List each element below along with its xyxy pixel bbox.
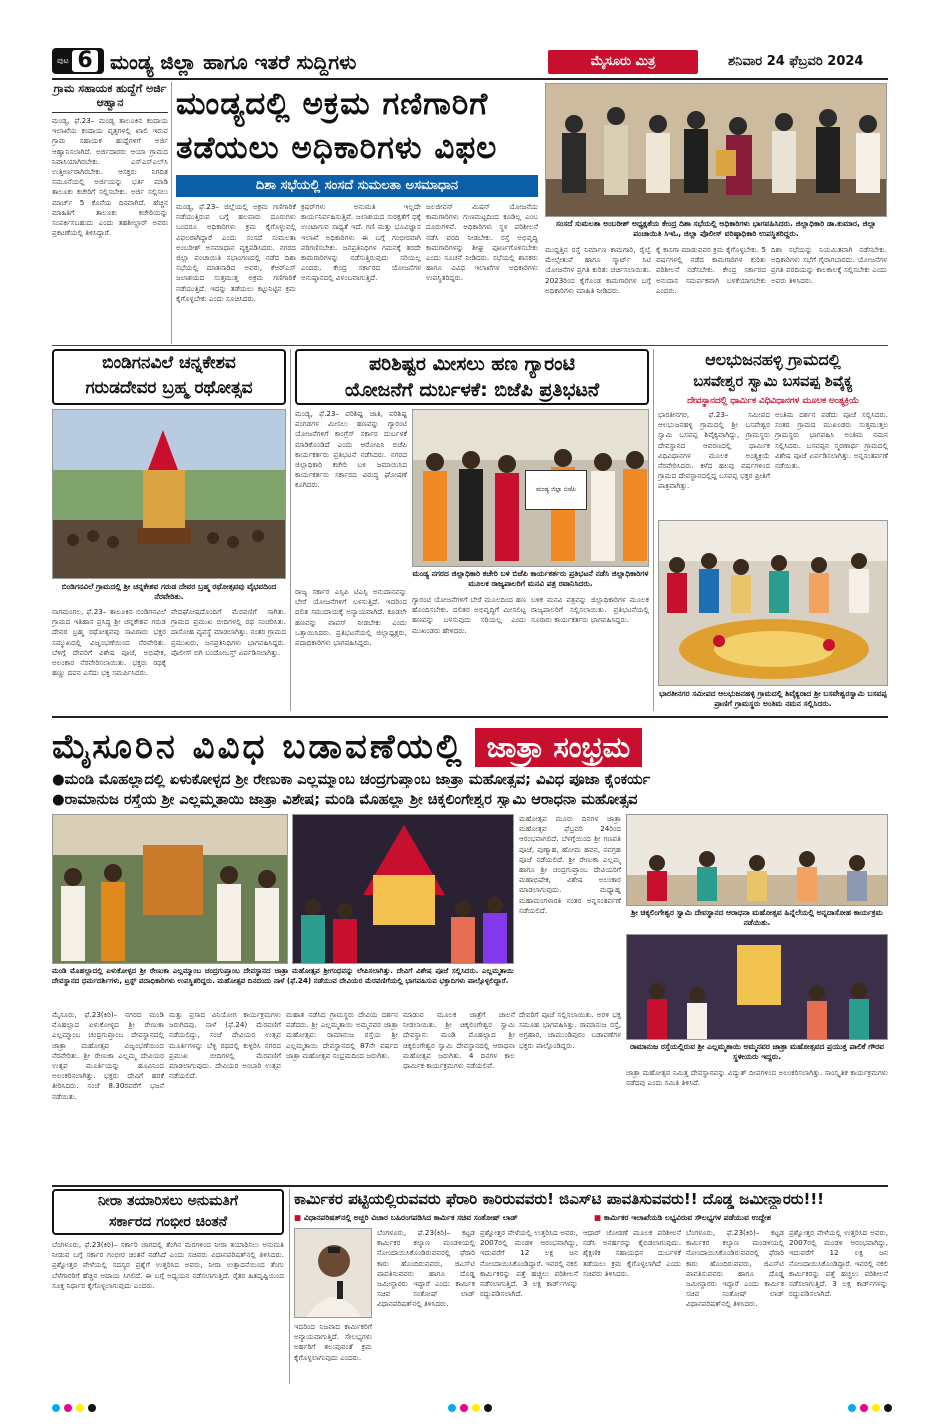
bjp-headline-box bbox=[295, 349, 649, 405]
chennakeshava-headline-2: ಗರುಡದೇವರ ಬ್ರಹ್ಮ ರಥೋತ್ಸವ bbox=[85, 378, 253, 398]
bjp-body-col4: ಬಳಿಕ ಮನವಿ ಪತ್ರವನ್ನು ಜಿಲ್ಲಾಧಿಕಾರಿಗಳ ಮೂಲಕ ರಾಜ್ಯಪಾಲರಿಗೆ ಸಲ್ಲಿಸಲಾಯಿತು. ಪ್ರತಿಭಟನೆಯಲ್ಲಿ ನೂರಾರು ಕಾರ್ಯಕರ್ತರು ಭಾಗವಹಿಸಿದ್ದರು. bbox=[531, 595, 649, 625]
jatra-headline-red: ಜಾತ್ರಾ ಸಂಭ್ರಮ bbox=[475, 728, 643, 767]
basava-photo bbox=[658, 520, 888, 686]
bjp-headline-1: ಪರಿಶಿಷ್ಟರ ಮೀಸಲು ಹಣ ಗ್ಯಾರಂಟಿ bbox=[368, 353, 575, 375]
lead-body-col3: ಜಲಜೀವನ್ ಮಿಷನ್ ಯೋಜನೆಯ ಕಾಮಗಾರಿಗಳು ಗುಣಮಟ್ಟದಿಂದ ಕೂಡಿಲ್ಲ ಎಂಬ ದೂರುಗಳಿವೆ. ಅಧಿಕಾರಿಗಳು ಸ್ಥಳ ಪರಿಶೀಲನೆ ನಡೆಸಿ ವರದಿ ನೀಡಬೇಕು. ರಸ್ತೆ ಅಭಿವೃದ್ಧಿ ಕಾಮಗಾರಿಗಳನ್ನು ಶೀಘ್ರ ಪೂರ್ಣಗೊಳಿಸಬೇಕು ಎಂದು ಸೂಚನೆ ನೀಡಿದರು. ಸಭೆಯಲ್ಲಿ ಶಾಸಕರು ಹಾಗೂ ವಿವಿಧ ಇಲಾಖೆಗಳ ಅಧಿಕಾರಿಗಳು ಉಪಸ್ಥಿತರಿದ್ದರು. bbox=[426, 202, 538, 283]
black-dot bbox=[88, 1404, 96, 1412]
neera-headline-1: ನೀರಾ ತಯಾರಿಸಲು ಅನುಮತಿಗೆ bbox=[98, 1193, 238, 1209]
jatra-body-col4: ಮಾಡುವ ಮೂಲಕ ಜಾತ್ರೆಗೆ ಚಾಲನೆ ನೀಡಲಾಯಿತು. ಶ್ರೀ ಚಿಕ್ಕಲಿಂಗೇಶ್ವರ ಸ್ವಾಮಿ ದೇವಸ್ಥಾನ: ಮಂಡಿ ಮೊಹಲ್ಲಾದ ಶ್ರೀ ಚಿಕ್ಕಲಿಂಗೇಶ್ವರ ಸ್ವಾಮಿ ದೇವಸ್ಥಾನದಲ್ಲಿ ಆರಾಧನಾ ಮಹೋತ್ಸವ ಜರುಗಿತು. 4 ದಿನಗಳ ಕಾಲ ಧಾರ್ಮಿಕ ಕಾರ್ಯಕ್ರಮಗಳು ನಡೆಯಲಿವೆ. bbox=[403, 1010, 515, 1071]
registration-marks bbox=[0, 1404, 945, 1416]
lead-subhead: ದಿಶಾ ಸಭೆಯಲ್ಲಿ ಸಂಸದೆ ಸುಮಲತಾ ಅಸಮಾಧಾನ bbox=[176, 175, 538, 197]
jatra-bullet-1: ●ಮಂಡಿ ಮೊಹಲ್ಲಾದಲ್ಲಿ ಏಳುಕೋಳ್ಳದ ಶ್ರೀ ರೇಣುಕಾ ಎಲ್ಲಮ್ಮಾಂಬ ಚಂದ್ರಗುಪ್ತಾಂಬ ಜಾತ್ರಾ ಮಹೋತ್ಸವ; ವಿವಿಧ ಪೂಜಾ ಕೈಂಕರ್ಯ bbox=[52, 772, 651, 788]
column-rule bbox=[171, 82, 172, 344]
chennakeshava-headline-1: ಬಿಂಡಿಗನವಿಲೆ ಚನ್ನಕೇಶವ bbox=[102, 353, 236, 373]
magenta-dot bbox=[460, 1404, 468, 1412]
jatra-photo-priests bbox=[52, 814, 288, 964]
jatra-bullet-2: ●ರಾಮಾನುಜ ರಸ್ತೆಯ ಶ್ರೀ ಎಲ್ಲಮ್ಮತಾಯಿ ಜಾತ್ರಾ ವಿಶೇಷ; ಮಂಡಿ ಮೊಹಲ್ಲಾ ಶ್ರೀ ಚಿಕ್ಕಲಿಂಗೇಶ್ವರ ಸ್ವಾಮಿ ಆರಾಧನಾ ಮಹೋತ್ಸವ bbox=[52, 792, 638, 808]
jatra-body-col1: ಮೈಸೂರು, ಫೆ.23(ಕಿರಿ)– ನಗರದ ಮಂಡಿ ಮೊಹಲ್ಲಾದ ಏಳುಕೋಳ್ಳದ ಶ್ರೀ ರೇಣುಕಾ ಎಲ್ಲಮ್ಮಾಂಬ ಚಂದ್ರಗುಪ್ತಾಂಬ ದೇವಸ್ಥಾನದಲ್ಲಿ ಜಾತ್ರಾ ಮಹೋತ್ಸವ ವಿಜೃಂಭಣೆಯಿಂದ ನೆರವೇರಿತು. ಶ್ರೀ ರೇಣುಕಾ ಎಲ್ಲಮ್ಮ ದೇವಿಯರ ಉತ್ಸವ ಮೂರ್ತಿಯನ್ನು ಹೂವಿನಿಂದ ಅಲಂಕರಿಸಲಾಗಿತ್ತು. ಭಕ್ತರು ದೇವಿಗೆ ಹರಕೆ ತೀರಿಸಿದರು. ಸಂಜೆ 8.30ರವರೆಗೆ ಭಜನೆ ನಡೆಯಿತು. bbox=[52, 1010, 164, 1101]
basava-headline-1: ಆಲಭುಜನಹಳ್ಳಿ ಗ್ರಾಮದಲ್ಲಿ bbox=[705, 350, 841, 369]
chennakeshava-headline-box bbox=[52, 349, 286, 405]
column-rule bbox=[290, 349, 291, 711]
jatra-dasoha-caption: ಶ್ರೀ ಚಿಕ್ಕಲಿಂಗೇಶ್ವರ ಸ್ವಾಮಿ ದೇವಸ್ಥಾನದ ಆರಾಧನಾ ಮಹೋತ್ಸವ ಹಿನ್ನೆಲೆಯಲ್ಲಿ ಅನ್ನದಾಸೋಹ ಕಾರ್ಯಕ್ರಮ ನಡೆಯಿತು. bbox=[631, 908, 883, 927]
gst-kicker-1-text: ವಿಧಾನಪರಿಷತ್‌ನಲ್ಲಿ ಅಚ್ಚರಿ ವಿಚಾರ ಬಹಿರಂಗಪಡಿಸಿದ ಕಾರ್ಮಿಕ ಸಚಿವ ಸಂತೋಷ್ ಲಾಡ್ bbox=[303, 1213, 518, 1222]
neera-body: ಬೆಂಗಳೂರು, ಫೆ.23(ಕಿರಿ)– ಸರ್ಕಾರಿ ಜಾಗದಲ್ಲಿ ತೆಂಗಿನ ಮರಗಳಿಂದ ನೀರಾ ತಯಾರಿಸಲು ಅನುಮತಿ ನೀಡುವ ಬಗ್ಗೆ ಸರ್ಕಾರ ಗಂಭೀರ ಚಿಂತನೆ ನಡೆಸಿದೆ ಎಂದು ಸಚಿವರು ವಿಧಾನಪರಿಷತ್‌ನಲ್ಲಿ ತಿಳಿಸಿದರು. ಪ್ರಶ್ನೋತ್ತರ ವೇಳೆಯಲ್ಲಿ ಸದಸ್ಯರ ಪ್ರಶ್ನೆಗೆ ಉತ್ತರಿಸಿದ ಅವರು, ನೀರಾ ಉತ್ಪಾದನೆಯಿಂದ ತೆಂಗು ಬೆಳೆಗಾರರಿಗೆ ಹೆಚ್ಚಿನ ಆದಾಯ ಸಿಗಲಿದೆ. ಈ ಬಗ್ಗೆ ಅಧ್ಯಯನ ನಡೆಸಲಾಗುತ್ತಿದೆ. ರೈತರ ಹಿತದೃಷ್ಟಿಯಿಂದ ಸೂಕ್ತ ನಿರ್ಧಾರ ಕೈಗೊಳ್ಳಲಾಗುವುದು ಎಂದರು. bbox=[52, 1240, 284, 1290]
bjp-headline-2: ಯೋಜನೆಗೆ ದುರ್ಬಳಕೆ: ಬಿಜೆಪಿ ಪ್ರತಿಭಟನೆ bbox=[344, 379, 600, 401]
basava-body-col2: ಅಂತಿಮ ದರ್ಶನ ಪಡೆದು ಪೂಜೆ ಸಲ್ಲಿಸಿದರು. ಸಂತರ ಗ್ರಾಮದ ಮುಖಂಡರು ಸುತ್ತಮುತ್ತಲ ಗ್ರಾಮಸ್ಥರು ಭಾಗವಹಿಸಿ ಅಂತಿಮ ನಮನ ಸಲ್ಲಿಸಿದರು. ಬಸವಪ್ಪನ ಸ್ಮರಣಾರ್ಥ ಗ್ರಾಮದಲ್ಲಿ ವಿಶೇಷ ಪೂಜೆ ಏರ್ಪಡಿಸಲಾಗಿತ್ತು. ಅನ್ನಸಂತರ್ಪಣೆ ನಡೆಯಿತು. bbox=[775, 410, 888, 471]
black-dot bbox=[484, 1404, 492, 1412]
masthead-rule bbox=[52, 78, 888, 80]
lead-body-col4: ಮುದ್ದತ್ತಿನ ರಸ್ತೆ ನಿರ್ಮಾಣ ಕಾಮಗಾರಿ, ರೈಲ್ವೆ ಮೇಲ್ಸೇತುವೆ ಹಾಗೂ ಸ್ಮಾರ್ಟ್ ಸಿಟಿ ಯೋಜನೆಗಳ ಪ್ರಗತಿ ಕುರಿತು ಚರ್ಚಿಸಲಾಯಿತು. 2023ರಿಂದ ಕೈಗೊಂಡ ಕಾಮಗಾರಿಗಳ ಬಗ್ಗೆ ಅಧಿಕಾರಿಗಳು ಮಾಹಿತಿ ನೀಡಿದರು. bbox=[545, 245, 651, 295]
lead-body-col5: ಕೈ ಕಾಸಗಾ ಮಾಡುವವರ ಕ್ರಮ ಕೈಗೊಳ್ಳಬೇಕು. 5 ವರ್ಷಗಳಲ್ಲಿ ನಡೆದ ಕಾಮಗಾರಿಗಳ ಕುರಿತು ಪರಿಶೀಲನೆ ನಡೆಸಬೇಕು. ಕೇಂದ್ರ ಸರ್ಕಾರದ ಅನುದಾನ ಸಮರ್ಪಕವಾಗಿ ಬಳಕೆಯಾಗಬೇಕು ಎಂದರು. bbox=[656, 245, 766, 295]
bjp-photo-caption: ಮಂಡ್ಯ ನಗರದ ಜಿಲ್ಲಾಧಿಕಾರಿ ಕಚೇರಿ ಬಳಿ ಬಿಜೆಪಿ ಕಾರ್ಯಕರ್ತರು ಪ್ರತಿಭಟನೆ ನಡೆಸಿ ಜಿಲ್ಲಾಧಿಕಾರಿಗಳ ಮೂಲಕ ರಾಜ್ಯಪಾಲರಿಗೆ ಮನವಿ ಪತ್ರ ರವಾನಿಸಿದರು. bbox=[412, 569, 649, 588]
basava-body-col1: ಭಾರತೀನಗರ, ಫೆ.23– ಸಮೀಪದ ಆಲಭುಜನಹಳ್ಳಿ ಗ್ರಾಮದಲ್ಲಿ ಶ್ರೀ ಬಸವೇಶ್ವರ ಸ್ವಾಮಿ ಬಸವಪ್ಪ ಶಿವೈಕ್ಯವಾಗಿದ್ದು, ಗ್ರಾಮಸ್ಥರು ದೇವಸ್ಥಾನದ ಆವರಣದಲ್ಲಿ ಧಾರ್ಮಿಕ ವಿಧಿವಿಧಾನಗಳ ಮೂಲಕ ಅಂತ್ಯಕ್ರಿಯೆ ನೆರವೇರಿಸಿದರು. ಕಳೆದ ಹಲವು ವರ್ಷಗಳಿಂದ ಗ್ರಾಮದ ದೇವಸ್ಥಾನದಲ್ಲಿದ್ದ ಬಸವಪ್ಪ ಭಕ್ತರ ಪ್ರೀತಿಗೆ ಪಾತ್ರವಾಗಿತ್ತು. bbox=[658, 410, 770, 491]
brief-column bbox=[52, 82, 168, 344]
lead-headline-1: ಮಂಡ್ಯದಲ್ಲಿ ಅಕ್ರಮ ಗಣಿಗಾರಿಗೆ bbox=[176, 86, 489, 122]
gst-body-col4: ಬೆಂಗಳೂರು, ಫೆ.23(ಕಿರಿ)– ಕಟ್ಟಡ ಕಾರ್ಮಿಕರ ಕಲ್ಯಾಣ ಮಂಡಳಿಯಲ್ಲಿ ನೋಂದಾಯಿಸಿಕೊಂಡಿರುವವರಲ್ಲಿ ಫೆರಾರಿ ಕಾರು ಹೊಂದಿರುವವರು, ಜಿಎಸ್‌ಟಿ ಪಾವತಿಸುವವರು ಹಾಗೂ ದೊಡ್ಡ ಜಮೀನ್ದಾರರು ಇದ್ದಾರೆ ಎಂದು ಕಾರ್ಮಿಕ ಸಚಿವ ಸಂತೋಷ್ ಲಾಡ್ ವಿಧಾನಪರಿಷತ್‌ನಲ್ಲಿ ತಿಳಿಸಿದರು. bbox=[686, 1228, 784, 1309]
protest-banner: ಮಂಡ್ಯ ಜಿಲ್ಲಾ ಬಿಜೆಪಿ bbox=[525, 470, 587, 510]
gst-body-col3: ಆಧಾರ್ ಜೋಡಣೆ ಮೂಲಕ ಪರಿಶೀಲನೆ ನಡೆಸಿ ಅನರ್ಹರನ್ನು ಕೈಬಿಡಲಾಗುವುದು. ಶೈಕ್ಷಣಿಕ ಸಹಾಯಧನ ದುರ್ಬಳಕೆ ತಡೆಯಲು ಕ್ರಮ ಕೈಗೊಳ್ಳಲಾಗಿದೆ ಎಂದು ಸಚಿವರು ತಿಳಿಸಿದರು. bbox=[583, 1228, 681, 1278]
jatra-body-col5: ದೇವರಿಗೆ ಪೂಜೆ ಸಲ್ಲಿಸಲಾಯಿತು. ಅರಳಿ ಭಕ್ತ ಸಮೂಹ ಭಾಗವಹಿಸಿತ್ತು. ರಾಮಾನುಜ ರಸ್ತೆ, ಅಗ್ರಹಾರ, ಚಾಮುಂಡಿಪುರಂ ಬಡಾವಣೆಗಳ ಭಕ್ತರು ಪಾಲ್ಗೊಂಡಿದ್ದರು. bbox=[519, 1010, 621, 1050]
lead-body-col1: ಮಂಡ್ಯ, ಫೆ.23– ಜಿಲ್ಲೆಯಲ್ಲಿ ಅಕ್ರಮ ಗಣಿಗಾರಿಕೆ ನಡೆಯುತ್ತಿರುವ ಬಗ್ಗೆ ಹಲವಾರು ದೂರುಗಳು ಬಂದರೂ ಅಧಿಕಾರಿಗಳು ಕ್ರಮ ಕೈಗೊಳ್ಳುವಲ್ಲಿ ವಿಫಲರಾಗಿದ್ದಾರೆ ಎಂದು ಸಂಸದೆ ಸುಮಲತಾ ಅಂಬರೀಶ್ ಅಸಮಾಧಾನ ವ್ಯಕ್ತಪಡಿಸಿದರು. ನಗರದ ಜಿಲ್ಲಾ ಪಂಚಾಯಿತಿ ಸಭಾಂಗಣದಲ್ಲಿ ನಡೆದ ದಿಶಾ ಸಭೆಯಲ್ಲಿ ಮಾತನಾಡಿದ ಅವರು, ಕೆಆರ್‌ಎಸ್ ಜಲಾಶಯದ ಸುತ್ತಮುತ್ತ ಅಕ್ರಮ ಗಣಿಗಾರಿಕೆ ನಡೆಯುತ್ತಿದೆ. ಇದನ್ನು ತಡೆಯಲು ಕಟ್ಟುನಿಟ್ಟಿನ ಕ್ರಮ ಕೈಗೊಳ್ಳಬೇಕು ಎಂದು ಸೂಚಿಸಿದರು. bbox=[176, 202, 296, 303]
jatra-photo-procession bbox=[292, 814, 514, 964]
bjp-body-col3: ಗ್ಯಾರಂಟಿ ಯೋಜನೆಗಳಿಗೆ ಬೇರೆ ಮೂಲದಿಂದ ಹಣ ಹೊಂದಿಸಬೇಕು. ದಲಿತರ ಅಭಿವೃದ್ಧಿಗೆ ಮೀಸಲಿಟ್ಟ ಹಣವನ್ನು ಬಳಸುವುದು ಸರಿಯಲ್ಲ ಎಂದು ಮುಖಂಡರು ಹೇಳಿದರು. bbox=[412, 595, 526, 635]
jatra-body-col3: ಮಹಾತ ನಡೆಸಿದ ಗ್ರಾಮಸ್ಥರು ದೇವಿಯ ದರ್ಶನ ಪಡೆದರು. ಶ್ರೀ ಎಲ್ಲಮ್ಮತಾಯಿ ಅಮ್ಮನವರ ಜಾತ್ರಾ ಮಹೋತ್ಸವ: ರಾಮಾನುಜ ರಸ್ತೆಯ ಶ್ರೀ ಎಲ್ಲಮ್ಮತಾಯಿ ದೇವಸ್ಥಾನದಲ್ಲಿ 87ನೇ ವರ್ಷದ ಜಾತ್ರಾ ಮಹೋತ್ಸವ ಸಂಭ್ರಮದಿಂದ ಜರುಗಿತು. bbox=[286, 1010, 398, 1060]
column-rule bbox=[653, 349, 654, 711]
basava-photo-caption: ಭಾರತೀನಗರ ಸಮೀಪದ ಆಲಭುಜನಹಳ್ಳಿ ಗ್ರಾಮದಲ್ಲಿ ಶಿವೈಕ್ಯರಾದ ಶ್ರೀ ಬಸವೇಶ್ವರಸ್ವಾಮಿ ಬಸವಪ್ಪ ಪ್ರಾಣಿಗೆ ಗ್ರಾಮಸ್ಥರು ಅಂತಿಮ ನಮನ ಸಲ್ಲಿಸಿದರು. bbox=[659, 689, 887, 708]
magenta-dot bbox=[860, 1404, 868, 1412]
basava-headline-2: ಬಸವೇಶ್ವರ ಸ್ವಾಮಿ ಬಸವಪ್ಪ ಶಿವೈಕ್ಯ bbox=[693, 374, 853, 390]
dining-illustration bbox=[627, 815, 888, 906]
gst-body-col5: ಪ್ರಶ್ನೋತ್ತರ ವೇಳೆಯಲ್ಲಿ ಉತ್ತರಿಸಿದ ಅವರು, 2007ರಲ್ಲಿ ಮಂಡಳಿ ಆರಂಭವಾಗಿದ್ದು, ಇದುವರೆಗೆ 12 ಲಕ್ಷ ಜನ ನೋಂದಾಯಿಸಿಕೊಂಡಿದ್ದಾರೆ. ಇವರಲ್ಲಿ ನಕಲಿ ಕಾರ್ಮಿಕರನ್ನು ಪತ್ತೆ ಹಚ್ಚಲು ಪರಿಶೀಲನೆ ನಡೆಸಲಾಗುತ್ತಿದೆ. 3 ಲಕ್ಷ ಕಾರ್ಡ್‌ಗಳನ್ನು ರದ್ದುಪಡಿಸಲಾಗಿದೆ. bbox=[789, 1228, 888, 1299]
lead-photo-illustration bbox=[546, 84, 887, 217]
yellow-dot bbox=[472, 1404, 480, 1412]
chennakeshava-photo-caption: ಬಿಂಡಿಗನವಿಲೆ ಗ್ರಾಮದಲ್ಲಿ ಶ್ರೀ ಚನ್ನಕೇಶವ ಗರುಡ ದೇವರ ಬ್ರಹ್ಮ ರಥೋತ್ಸವವು ವೈಭವದಿಂದ ನೆರವೇರಿತು. bbox=[61, 582, 277, 601]
ellamma-festival-illustration bbox=[627, 935, 888, 1040]
gst-body-col1: ಬೆಂಗಳೂರು, ಫೆ.23(ಕಿರಿ)– ಕಟ್ಟಡ ಕಾರ್ಮಿಕರ ಕಲ್ಯಾಣ ಮಂಡಳಿಯಲ್ಲಿ ನೋಂದಾಯಿಸಿಕೊಂಡಿರುವವರಲ್ಲಿ ಫೆರಾರಿ ಕಾರು ಹೊಂದಿರುವವರು, ಜಿಎಸ್‌ಟಿ ಪಾವತಿಸುವವರು ಹಾಗೂ ದೊಡ್ಡ ಜಮೀನ್ದಾರರು ಇದ್ದಾರೆ ಎಂದು ಕಾರ್ಮಿಕ ಸಚಿವ ಸಂತೋಷ್ ಲಾಡ್ ವಿಧಾನಪರಿಷತ್‌ನಲ್ಲಿ ತಿಳಿಸಿದರು. bbox=[377, 1228, 475, 1309]
section-rule bbox=[52, 716, 888, 718]
bjp-body-col1: ಮಂಡ್ಯ, ಫೆ.23– ಪರಿಶಿಷ್ಟ ಜಾತಿ, ಪರಿಶಿಷ್ಟ ಪಂಗಡಗಳ ಮೀಸಲು ಹಣವನ್ನು ಗ್ಯಾರಂಟಿ ಯೋಜನೆಗಳಿಗೆ ಕಾಂಗ್ರೆಸ್ ಸರ್ಕಾರ ದುರ್ಬಳಕೆ ಮಾಡಿಕೊಂಡಿದೆ ಎಂದು ಆರೋಪಿಸಿ ಬಿಜೆಪಿ ಕಾರ್ಯಕರ್ತರು ಪ್ರತಿಭಟನೆ ನಡೆಸಿದರು. ನಗರದ ಜಿಲ್ಲಾಧಿಕಾರಿ ಕಚೇರಿ ಬಳಿ ಜಮಾಯಿಸಿದ ಕಾರ್ಯಕರ್ತರು ಸರ್ಕಾರದ ವಿರುದ್ಧ ಘೋಷಣೆ ಕೂಗಿದರು. bbox=[295, 409, 407, 490]
yellow-dot bbox=[872, 1404, 880, 1412]
neera-headline-2: ಸರ್ಕಾರದ ಗಂಭೀರ ಚಿಂತನೆ bbox=[108, 1214, 228, 1230]
gst-body-col2: ಪ್ರಶ್ನೋತ್ತರ ವೇಳೆಯಲ್ಲಿ ಉತ್ತರಿಸಿದ ಅವರು, 2007ರಲ್ಲಿ ಮಂಡಳಿ ಆರಂಭವಾಗಿದ್ದು, ಇದುವರೆಗೆ 12 ಲಕ್ಷ ಜನ ನೋಂದಾಯಿಸಿಕೊಂಡಿದ್ದಾರೆ. ಇವರಲ್ಲಿ ನಕಲಿ ಕಾರ್ಮಿಕರನ್ನು ಪತ್ತೆ ಹಚ್ಚಲು ಪರಿಶೀಲನೆ ನಡೆಸಲಾಗುತ್ತಿದೆ. 3 ಲಕ್ಷ ಕಾರ್ಡ್‌ಗಳನ್ನು ರದ್ದುಪಡಿಸಲಾಗಿದೆ. bbox=[480, 1228, 578, 1299]
black-dot bbox=[884, 1404, 892, 1412]
magenta-dot bbox=[64, 1404, 72, 1412]
bull-funeral-illustration bbox=[659, 521, 888, 686]
gst-kicker-2-text: ಕಾರ್ಮಿಕರ ಇಲಾಖೆಯಡಿ ಲಭ್ಯವಿರುವ ಸೌಲಭ್ಯಗಳ ಪಡೆಯುವ ಉದ್ದೇಶ bbox=[603, 1213, 771, 1222]
section-rule bbox=[52, 1185, 888, 1187]
gst-kicker-1 bbox=[294, 1212, 588, 1223]
paper-logo: ಮೈಸೂರು ಮಿತ್ರ bbox=[548, 50, 698, 74]
yellow-dot bbox=[76, 1404, 84, 1412]
issue-date: ಶನಿವಾರ 24 ಫೆಬ್ರವರಿ 2024 bbox=[728, 54, 864, 69]
bjp-protest-photo bbox=[412, 409, 649, 567]
column-rule bbox=[289, 1189, 290, 1384]
basava-subhead: ದೇವಸ್ಥಾನದಲ್ಲಿ ಧಾರ್ಮಿಕ ವಿಧಿವಿಧಾನಗಳ ಮೂಲಕ ಅಂತ್ಯಕ್ರಿಯೆ bbox=[687, 396, 859, 406]
neera-headline-box bbox=[52, 1189, 284, 1235]
jatra-right-text: ಮಹೋತ್ಸವ ಮೂರು ದಿನಗಳ ಜಾತ್ರಾ ಮಹೋತ್ಸವ ಫೆಬ್ರವರಿ 24ರಿಂದ ಆರಂಭವಾಗಲಿದೆ. ಬೆಳಗ್ಗೆಯಿಂದ ಶ್ರೀ ಗಣಪತಿ ಪೂಜೆ, ಪುಣ್ಯಾಹ, ಹೋಮ ಹವನ, ನವಗ್ರಹ ಪೂಜೆ ನಡೆಯಲಿದೆ. ಶ್ರೀ ರೇಣುಕಾ ಎಲ್ಲಮ್ಮ ಹಾಗೂ ಶ್ರೀ ಚಂದ್ರಗುಪ್ತಾಂಬ ದೇವಿಯರಿಗೆ ಮಹಾಭಿಷೇಕ, ವಿಶೇಷ ಅಲಂಕಾರ ಮಾಡಲಾಗುವುದು. ಮಧ್ಯಾಹ್ನ ಮಹಾಮಂಗಳಾರತಿ ನಂತರ ಅನ್ನಸಂತರ್ಪಣೆ ನಡೆಯಲಿದೆ. bbox=[519, 814, 621, 915]
lead-photo bbox=[545, 83, 887, 217]
jatra-body-col6: ಜಾತ್ರಾ ಮಹೋತ್ಸವ ನಿಮಿತ್ತ ದೇವಸ್ಥಾನವನ್ನು ವಿದ್ಯುತ್ ದೀಪಗಳಿಂದ ಅಲಂಕರಿಸಲಾಗಿತ್ತು. ಸಾಂಸ್ಕೃತಿಕ ಕಾರ್ಯಕ್ರಮಗಳು ನಡೆದವು ಎಂದು ಸಮಿತಿ ತಿಳಿಸಿದೆ. bbox=[626, 1068, 888, 1088]
gst-kicker-2 bbox=[594, 1212, 888, 1223]
lead-body-col6: ದಿಶಾ ಸಭೆಯನ್ನು ನಿಯಮಿತವಾಗಿ ನಡೆಸಬೇಕು. ಅಧಿಕಾರಿಗಳು ಸಭೆಗೆ ಗೈರಾಗಬಾರದು. ಯೋಜನೆಗಳ ಪ್ರಗತಿ ವರದಿಯನ್ನು ಕಾಲಕಾಲಕ್ಕೆ ಸಲ್ಲಿಸಬೇಕು ಎಂದು ಅವರು ತಿಳಿಸಿದರು. bbox=[771, 245, 887, 285]
section-title: ಮಂಡ್ಯ ಜಿಲ್ಲಾ ಹಾಗೂ ಇತರೆ ಸುದ್ದಿಗಳು bbox=[110, 50, 357, 74]
kicker-bullet-icon: ■ bbox=[594, 1213, 602, 1222]
chennakeshava-body-col2: ವೇದಘೋಷದೊಂದಿಗೆ ಮೆರವಣಿಗೆ ಸಾಗಿತು. ಗ್ರಾಮದ ಪ್ರಮುಖ ಬೀದಿಗಳಲ್ಲಿ ರಥ ಸಂಚರಿಸಿತು. ದಾಸೋಹ ವ್ಯವಸ್ಥೆ ಮಾಡಲಾಗಿತ್ತು. ನಂತರ ಗ್ರಾಮದ ಪ್ರಮುಖರು, ಜನಪ್ರತಿನಿಧಿಗಳು ಭಾಗವಹಿಸಿದ್ದರು. ಪೊಲೀಸ್ ಬಿಗಿ ಬಂದೋಬಸ್ತ್ ಏರ್ಪಡಿಸಲಾಗಿತ್ತು. bbox=[171, 607, 286, 657]
lead-headline-2: ತಡೆಯಲು ಅಧಿಕಾರಿಗಳು ವಿಫಲ bbox=[176, 130, 498, 166]
bjp-body-col2: ರಾಜ್ಯ ಸರ್ಕಾರ ಎಸ್ಸಿಪಿ ಟಿಎಸ್ಪಿ ಅನುದಾನವನ್ನು ಬೇರೆ ಯೋಜನೆಗಳಿಗೆ ಬಳಸುತ್ತಿದೆ. ಇದರಿಂದ ದಲಿತ ಸಮುದಾಯಕ್ಕೆ ಅನ್ಯಾಯವಾಗಿದೆ. ಕೂಡಲೇ ಹಣವನ್ನು ವಾಪಸ್ ನೀಡಬೇಕು ಎಂದು ಒತ್ತಾಯಿಸಿದರು. ಪ್ರತಿಭಟನೆಯಲ್ಲಿ ಜಿಲ್ಲಾಧ್ಯಕ್ಷರು, ಪದಾಧಿಕಾರಿಗಳು ಭಾಗವಹಿಸಿದ್ದರು. bbox=[295, 587, 407, 648]
page-label: ಪುಟ bbox=[57, 56, 69, 65]
jatra-photo-dasoha bbox=[626, 814, 888, 906]
lead-photo-caption: ಸಂಸದೆ ಸುಮಲತಾ ಅಂಬರೀಶ್ ಅಧ್ಯಕ್ಷತೆಯ ಕೇಂದ್ರ ದಿಶಾ ಸಭೆಯಲ್ಲಿ ಅಧಿಕಾರಿಗಳು ಭಾಗವಹಿಸಿದರು. ಜಿಲ್ಲಾಧಿಕಾರಿ ಡಾ.ಕುಮಾರ, ಜಿಲ್ಲಾ ಪಂಚಾಯಿತಿ ಸಿಇಓ, ಜಿಲ್ಲಾ ಪೊಲೀಸ್ ವರಿಷ್ಠಾಧಿಕಾರಿ ಉಪಸ್ಥಿತರಿದ್ದರು. bbox=[555, 219, 877, 238]
jatra-main-caption: ಮಂಡಿ ಮೊಹಲ್ಲಾದಲ್ಲಿ ಏಳುಕೋಳ್ಳದ ಶ್ರೀ ರೇಣುಕಾ ಎಲ್ಲಮ್ಮಾಂಬ ಚಂದ್ರಗುಪ್ತಾಂಬ ದೇವಸ್ಥಾನದ ಜಾತ್ರಾ ಮಹೋತ್ಸವ ಶ್ರೀಗಂಧವನ್ನು ಲೇಪಿಸಲಾಗಿತ್ತು. ದೇವಿಗೆ ವಿಶೇಷ ಪೂಜೆ ಸಲ್ಲಿಸಿದರು. ಎಲ್ಲಮ್ಮತಾಯಿ ದೇವಸ್ಥಾನದ ಧರ್ಮದರ್ಶಿಗಳು, ಟ್ರಸ್ಟ್ ಪದಾಧಿಕಾರಿಗಳು ಉಪಸ್ಥಿತರಿದ್ದರು. ಮಹೋತ್ಸವ ದಿನದಂದು ನಾಳೆ (ಫೆ.24) ನಡೆಯುವ ದೇವಿಯರ ಮೆರವಣಿಗೆಯಲ್ಲಿ ಭಾಗವಹಿಸುವ ಭಕ್ತಾದಿಗಳು ಪಾಲ್ಗೊಳ್ಳಲಿದ್ದಾರೆ. bbox=[52, 966, 514, 985]
cyan-dot bbox=[848, 1404, 856, 1412]
temple-priests-illustration bbox=[53, 815, 288, 964]
chennakeshava-body-col1: ನಾಗಮಂಗಲ, ಫೆ.23– ತಾಲೂಕಿನ ಬಿಂಡಿಗನವಿಲೆ ಗ್ರಾಮದ ಇತಿಹಾಸ ಪ್ರಸಿದ್ಧ ಶ್ರೀ ಚನ್ನಕೇಶವ ಗರುಡ ದೇವರ ಬ್ರಹ್ಮ ರಥೋತ್ಸವವು ಸಾವಿರಾರು ಭಕ್ತರ ಸಮ್ಮುಖದಲ್ಲಿ ವಿಜೃಂಭಣೆಯಿಂದ ನೆರವೇರಿತು. ಬೆಳಿಗ್ಗೆ ದೇವರಿಗೆ ವಿಶೇಷ ಪೂಜೆ, ಅಭಿಷೇಕ, ಅಲಂಕಾರ ನೆರವೇರಿಸಲಾಯಿತು. ಭಕ್ತರು ರಥಕ್ಕೆ ಹಣ್ಣು ದವನ ಎಸೆದು ಭಕ್ತಿ ಸಮರ್ಪಿಸಿದರು. bbox=[52, 607, 166, 678]
lead-body-col2: ಕ್ರಷರ್‌ಗಳು ಅನುಮತಿ ಇಲ್ಲದೇ ಕಾರ್ಯನಿರ್ವಹಿಸುತ್ತಿವೆ. ಜಲಾಶಯದ ಸುರಕ್ಷತೆಗೆ ಧಕ್ಕೆ ಉಂಟಾಗುವ ಸಾಧ್ಯತೆ ಇದೆ. ಗಣಿ ಮತ್ತು ಭೂವಿಜ್ಞಾನ ಇಲಾಖೆ ಅಧಿಕಾರಿಗಳು ಈ ಬಗ್ಗೆ ಗಂಭೀರವಾಗಿ ಪರಿಗಣಿಸಬೇಕು. ಜನಪ್ರತಿನಿಧಿಗಳ ಗಮನಕ್ಕೆ ತರದೇ ಕಾಮಗಾರಿಗಳನ್ನು ನಡೆಸುತ್ತಿರುವುದು ಸರಿಯಲ್ಲ ಎಂದರು. ಕೇಂದ್ರ ಸರ್ಕಾರದ ಯೋಜನೆಗಳ ಅನುಷ್ಠಾನದಲ್ಲಿ ವಿಳಂಬವಾಗುತ್ತಿದೆ. bbox=[301, 202, 421, 283]
brief-headline: ಗ್ರಾಮ ಸಹಾಯಕ ಹುದ್ದೆಗೆ ಅರ್ಜಿ ಆಹ್ವಾನ bbox=[52, 82, 168, 113]
procession-illustration bbox=[293, 815, 514, 964]
minister-portrait bbox=[294, 1228, 372, 1318]
cyan-dot bbox=[448, 1404, 456, 1412]
jatra-headline-black: ಮೈಸೂರಿನ ವಿವಿಧ ಬಡಾವಣೆಯಲ್ಲಿ bbox=[52, 727, 465, 767]
chariot-illustration bbox=[53, 410, 286, 579]
cyan-dot bbox=[52, 1404, 60, 1412]
page-number-badge bbox=[52, 48, 104, 74]
jatra-body-col2: ಮತ್ತು ಪ್ರಸಾದ ವಿನಿಯೋಗ ಕಾರ್ಯಕ್ರಮಗಳು ಜರುಗಿದವು. ನಾಳೆ (ಫೆ.24) ಮೆರವಣಿಗೆ ನಡೆಯಲಿದ್ದು, ಸಂಜೆ ದೇವಿಯರ ಉತ್ಸವ ಮೂರ್ತಿಗಳನ್ನು ಬೆಳ್ಳಿ ರಥದಲ್ಲಿ ಕುಳ್ಳಿರಿಸಿ ನಗರದ ಪ್ರಮುಖ ಬೀದಿಗಳಲ್ಲಿ ಮೆರವಣಿಗೆ ಮಾಡಲಾಗುವುದು. ದೇವಿಯರ ಅಂಬಾರಿ ಉತ್ಸವ ನಡೆಯಲಿದೆ. bbox=[169, 1010, 281, 1081]
portrait-illustration bbox=[295, 1229, 372, 1318]
jatra-headline-row bbox=[52, 722, 888, 772]
brief-body: ಮಂಡ್ಯ, ಫೆ.23– ಮಂಡ್ಯ ತಾಲೂಕಿನ ಕಂದಾಯ ಇಲಾಖೆಯ ಕಂದಾಯ ವೃತ್ತಗಳಲ್ಲಿ ಖಾಲಿ ಇರುವ ಗ್ರಾಮ ಸಹಾಯಕ ಹುದ್ದೆಗಳಿಗೆ ಅರ್ಜಿ ಆಹ್ವಾನಿಸಲಾಗಿದೆ. ಅರ್ಜಿದಾರರು ಆಯಾ ಗ್ರಾಮದ ನಿವಾಸಿಯಾಗಿರಬೇಕು. ಎಸ್ಎಸ್ಎಲ್‌ಸಿ ಉತ್ತೀರ್ಣರಾಗಿರಬೇಕು. ಆಸಕ್ತರು ನಿಗದಿತ ನಮೂನೆಯಲ್ಲಿ ಅರ್ಜಿಯನ್ನು ಭರ್ತಿ ಮಾಡಿ ತಾಲೂಕು ಕಚೇರಿಗೆ ಸಲ್ಲಿಸಬೇಕು. ಅರ್ಜಿ ಸಲ್ಲಿಸಲು ಮಾರ್ಚ್ 5 ಕೊನೆಯ ದಿನವಾಗಿದೆ. ಹೆಚ್ಚಿನ ಮಾಹಿತಿಗೆ ತಾಲೂಕು ಕಚೇರಿಯನ್ನು ಸಂಪರ್ಕಿಸಬಹುದು ಎಂದು ತಹಶೀಲ್ದಾರ್ ಅವರು ಪ್ರಕಟಣೆಯಲ್ಲಿ ತಿಳಿಸಿದ್ದಾರೆ. bbox=[52, 116, 168, 238]
jatra-photo-ellamma bbox=[626, 934, 888, 1040]
gst-headline: ಕಾರ್ಮಿಕರ ಪಟ್ಟಿಯಲ್ಲಿರುವವರು ಫೆರಾರಿ ಕಾರಿರುವವರು! ಜಿಎಸ್‌ಟಿ ಪಾವತಿಸುವವರು!! ದೊಡ್ಡ ಜಮೀನ್ದಾರರು!!! bbox=[294, 1190, 825, 1208]
kicker-bullet-icon: ■ bbox=[294, 1213, 302, 1222]
gst-body-portrait-col: ಇದರಿಂದ ನಿಜವಾದ ಕಾರ್ಮಿಕರಿಗೆ ಅನ್ಯಾಯವಾಗುತ್ತಿದೆ. ಸೌಲಭ್ಯಗಳು ಅರ್ಹರಿಗೆ ತಲುಪುವಂತೆ ಕ್ರಮ ಕೈಗೊಳ್ಳಲಾಗುವುದು ಎಂದರು. bbox=[294, 1322, 372, 1362]
section-rule bbox=[52, 345, 888, 346]
chennakeshava-photo bbox=[52, 409, 286, 579]
jatra-ellamma-caption: ರಾಮಾನುಜ ರಸ್ತೆಯಲ್ಲಿರುವ ಶ್ರೀ ಎಲ್ಲಮ್ಮತಾಯಿ ಅಮ್ಮನವರ ಜಾತ್ರಾ ಮಹೋತ್ಸವದ ಪ್ರಯುಕ್ತ ಪಾಲಿಕೆ ಗೌರವ ಸ್ಥಳೀಯರು ಇದ್ದರು. bbox=[629, 1042, 885, 1061]
page-number: 6 bbox=[72, 50, 98, 72]
